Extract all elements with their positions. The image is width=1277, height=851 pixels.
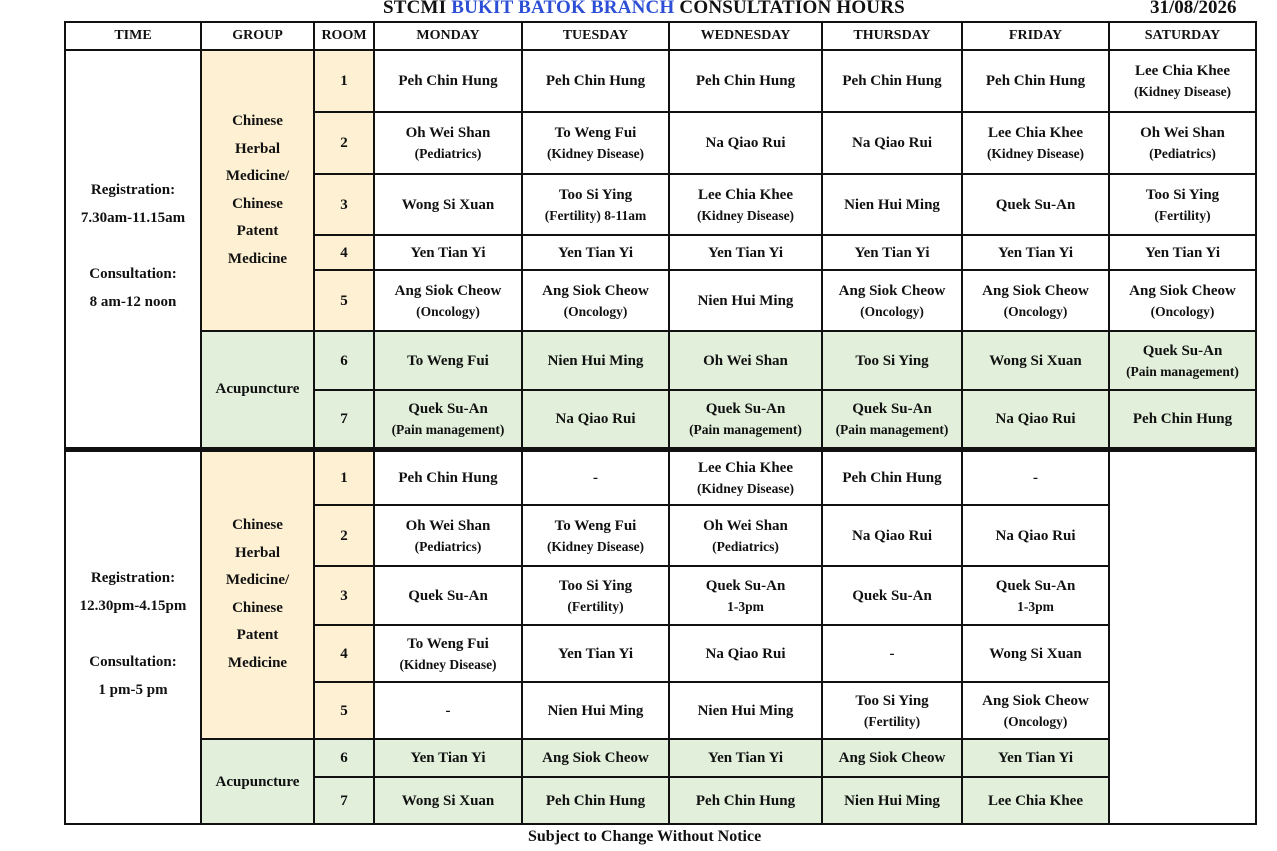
afternoon-herbal-line: Chinese xyxy=(232,517,283,534)
col-header-friday: FRIDAY xyxy=(962,22,1109,50)
doctor-specialty: (Kidney Disease) xyxy=(696,207,795,223)
doctor-specialty: (Oncology) xyxy=(416,303,480,319)
doctor-name: Peh Chin Hung xyxy=(695,73,796,89)
doctor-specialty: (Fertility) xyxy=(863,713,921,729)
doctor-name: Yen Tian Yi xyxy=(557,244,634,261)
morning-time-line: Registration: xyxy=(90,181,176,198)
doctor-name: Wong Si Xuan xyxy=(989,352,1082,369)
afternoon-herbal-line: Medicine xyxy=(227,654,288,671)
doctor-name: Lee Chia Khee xyxy=(1135,63,1230,79)
doctor-name: Ang Siok Cheow xyxy=(838,282,946,299)
morning-cell xyxy=(822,390,962,449)
morning-time-line xyxy=(68,235,198,263)
doctor-name: Oh Wei Shan xyxy=(1140,125,1225,141)
afternoon-cell xyxy=(374,777,522,824)
doctor-name: Na Qiao Rui xyxy=(851,527,932,544)
morning-cell xyxy=(374,174,522,235)
afternoon-herbal-line: Medicine/ xyxy=(225,572,290,589)
afternoon-cell xyxy=(669,449,822,505)
doctor-name: Ang Siok Cheow xyxy=(1129,282,1236,299)
morning-cell xyxy=(522,390,669,449)
morning-cell xyxy=(962,331,1109,390)
morning-cell xyxy=(962,112,1109,174)
doctor-specialty: (Oncology) xyxy=(563,303,628,319)
doctor-name: Nien Hui Ming xyxy=(844,196,940,213)
afternoon-room-6: 6 xyxy=(314,739,374,777)
doctor-name: To Weng Fui xyxy=(554,125,637,141)
doctor-name: Yen Tian Yi xyxy=(997,750,1074,766)
col-header-tuesday: TUESDAY xyxy=(522,22,669,50)
morning-cell xyxy=(669,174,822,235)
morning-herbal-line: Chinese xyxy=(232,113,283,129)
morning-cell xyxy=(374,112,522,174)
doctor-name: Na Qiao Rui xyxy=(851,135,932,151)
afternoon-herbal-line: Chinese xyxy=(232,599,283,616)
morning-herbal-line: Medicine xyxy=(227,250,288,267)
doctor-name: Too Si Ying xyxy=(855,352,929,369)
afternoon-cell xyxy=(962,682,1109,739)
doctor-name: Yen Tian Yi xyxy=(1144,244,1221,261)
afternoon-cell xyxy=(822,739,962,777)
morning-group-herbal xyxy=(201,50,314,331)
col-header-wednesday: WEDNESDAY xyxy=(669,22,822,50)
doctor-specialty: (Pediatrics) xyxy=(712,538,779,554)
afternoon-room-5: 5 xyxy=(314,682,374,739)
doctor-name: Oh Wei Shan xyxy=(703,352,788,369)
morning-time-line: 7.30am-11.15am xyxy=(80,209,186,226)
morning-herbal-line: Herbal xyxy=(235,140,280,157)
doctor-name: Na Qiao Rui xyxy=(995,410,1076,427)
consultation-schedule-table xyxy=(64,21,1257,825)
morning-cell xyxy=(822,174,962,235)
doctor-specialty: 1-3pm xyxy=(1017,598,1054,614)
doctor-name: Quek Su-An xyxy=(705,577,786,594)
title-branch: BUKIT BATOK BRANCH xyxy=(451,0,675,18)
doctor-name: - xyxy=(1033,469,1038,486)
morning-cell xyxy=(962,235,1109,270)
doctor-specialty: (Oncology) xyxy=(1150,303,1215,319)
doctor-name: Lee Chia Khee xyxy=(698,459,793,476)
col-header-group: GROUP xyxy=(201,22,314,50)
morning-room-7: 7 xyxy=(314,390,374,449)
afternoon-cell xyxy=(374,625,522,682)
morning-cell xyxy=(522,235,669,270)
schedule-body xyxy=(65,50,1256,824)
doctor-name: Nien Hui Ming xyxy=(697,702,794,719)
morning-cell xyxy=(822,331,962,390)
header-row xyxy=(65,22,1256,50)
doctor-name: - xyxy=(889,645,895,662)
afternoon-cell xyxy=(374,739,522,777)
doctor-name: Peh Chin Hung xyxy=(695,792,796,809)
morning-cell xyxy=(374,331,522,390)
afternoon-cell xyxy=(374,682,522,739)
afternoon-cell xyxy=(522,566,669,625)
doctor-name: Peh Chin Hung xyxy=(545,792,646,809)
doctor-name: Too Si Ying xyxy=(558,577,633,594)
col-header-thursday: THURSDAY xyxy=(822,22,962,50)
schedule-date: 31/08/2026 xyxy=(1150,0,1237,18)
afternoon-cell xyxy=(822,625,962,682)
afternoon-cell xyxy=(522,682,669,739)
doctor-name: Peh Chin Hung xyxy=(398,469,498,486)
morning-cell xyxy=(962,270,1109,331)
col-header-time: TIME xyxy=(65,22,201,50)
morning-cell xyxy=(669,331,822,390)
title-text xyxy=(383,0,905,19)
doctor-name: Yen Tian Yi xyxy=(707,750,784,766)
doctor-name: Lee Chia Khee xyxy=(988,125,1083,141)
doctor-name: Nien Hui Ming xyxy=(547,702,644,719)
morning-cell xyxy=(374,390,522,449)
afternoon-time-line xyxy=(68,623,198,651)
afternoon-cell xyxy=(522,625,669,682)
morning-cell xyxy=(522,331,669,390)
doctor-name: Too Si Ying xyxy=(855,692,929,709)
afternoon-cell xyxy=(822,566,962,625)
doctor-name: Ang Siok Cheow xyxy=(838,750,946,766)
doctor-name: Quek Su-An xyxy=(705,400,786,417)
morning-herbal-line: Medicine/ xyxy=(225,168,290,184)
morning-cell xyxy=(669,390,822,449)
doctor-specialty: (Kidney Disease) xyxy=(986,146,1085,161)
morning-room-3: 3 xyxy=(314,174,374,235)
morning-room-6: 6 xyxy=(314,331,374,390)
doctor-name: Na Qiao Rui xyxy=(705,135,786,151)
doctor-name: Quek Su-An xyxy=(408,587,488,604)
doctor-name: Yen Tian Yi xyxy=(410,244,486,261)
doctor-name: Yen Tian Yi xyxy=(557,645,634,662)
afternoon-cell xyxy=(669,739,822,777)
morning-cell xyxy=(822,235,962,270)
doctor-name: Peh Chin Hung xyxy=(545,73,646,89)
morning-cell xyxy=(1109,270,1256,331)
afternoon-cell xyxy=(822,777,962,824)
morning-cell xyxy=(374,50,522,112)
afternoon-cell xyxy=(669,682,822,739)
doctor-name: Peh Chin Hung xyxy=(842,469,942,486)
afternoon-room-3: 3 xyxy=(314,566,374,625)
morning-cell xyxy=(522,174,669,235)
doctor-name: Quek Su-An xyxy=(852,587,932,604)
doctor-specialty: (Pediatrics) xyxy=(1149,146,1216,161)
doctor-name: Quek Su-An xyxy=(995,196,1076,213)
afternoon-row-room-6 xyxy=(65,739,1256,777)
doctor-name: Yen Tian Yi xyxy=(997,244,1074,261)
afternoon-cell xyxy=(669,505,822,566)
morning-room-1: 1 xyxy=(314,50,374,112)
afternoon-cell xyxy=(374,449,522,505)
afternoon-cell xyxy=(374,566,522,625)
col-header-saturday: SATURDAY xyxy=(1109,22,1256,50)
doctor-specialty: (Pain management) xyxy=(1126,363,1239,379)
doctor-name: To Weng Fui xyxy=(407,352,489,369)
doctor-name: - xyxy=(593,469,598,486)
footer-text: Subject to Change Without Notice xyxy=(528,828,762,845)
afternoon-herbal-line: Herbal xyxy=(235,544,280,561)
morning-cell xyxy=(1109,50,1256,112)
afternoon-cell xyxy=(962,739,1109,777)
afternoon-cell xyxy=(669,566,822,625)
morning-time-cell xyxy=(65,50,201,449)
afternoon-cell xyxy=(822,449,962,505)
morning-cell xyxy=(669,50,822,112)
doctor-name: Lee Chia Khee xyxy=(988,792,1083,809)
afternoon-time-line: Registration: xyxy=(90,570,176,587)
morning-cell xyxy=(1109,331,1256,390)
doctor-name: Yen Tian Yi xyxy=(410,750,486,766)
doctor-specialty: (Kidney Disease) xyxy=(399,656,497,672)
doctor-name: Ang Siok Cheow xyxy=(982,282,1089,299)
doctor-name: Quek Su-An xyxy=(995,577,1076,594)
col-header-room: ROOM xyxy=(314,22,374,50)
morning-cell xyxy=(522,50,669,112)
doctor-specialty: (Pain management) xyxy=(835,421,949,437)
afternoon-group-herbal xyxy=(201,449,314,739)
title-prefix: STCMI xyxy=(383,0,452,18)
afternoon-time-line: Consultation: xyxy=(89,654,177,671)
doctor-name: Too Si Ying xyxy=(1145,186,1220,203)
morning-cell xyxy=(374,235,522,270)
page-title xyxy=(0,0,1277,19)
doctor-specialty: (Fertility) xyxy=(567,598,624,614)
title-suffix: CONSULTATION HOURS xyxy=(674,0,905,18)
doctor-name: Na Qiao Rui xyxy=(705,645,786,662)
doctor-specialty: (Kidney Disease) xyxy=(546,538,645,554)
doctor-name: Wong Si Xuan xyxy=(989,645,1082,662)
morning-time-line: 8 am-12 noon xyxy=(89,293,177,310)
afternoon-cell xyxy=(962,449,1109,505)
morning-cell xyxy=(522,270,669,331)
afternoon-cell xyxy=(962,777,1109,824)
morning-cell xyxy=(962,50,1109,112)
afternoon-cell xyxy=(522,449,669,505)
doctor-name: Nien Hui Ming xyxy=(844,792,940,809)
morning-time-line: Consultation: xyxy=(89,265,177,282)
morning-cell xyxy=(522,112,669,174)
doctor-specialty: (Fertility) 8-11am xyxy=(544,207,647,223)
doctor-name: Ang Siok Cheow xyxy=(394,282,502,299)
doctor-specialty: (Oncology) xyxy=(860,303,924,319)
doctor-name: Quek Su-An xyxy=(852,400,932,417)
afternoon-herbal-line: Patent xyxy=(236,627,279,644)
morning-cell xyxy=(669,235,822,270)
morning-cell xyxy=(374,270,522,331)
doctor-specialty: (Oncology) xyxy=(1003,303,1068,319)
doctor-specialty: (Kidney Disease) xyxy=(696,480,795,496)
doctor-name: Quek Su-An xyxy=(408,400,488,417)
doctor-name: Peh Chin Hung xyxy=(398,73,498,89)
morning-cell xyxy=(822,112,962,174)
afternoon-cell xyxy=(962,505,1109,566)
doctor-name: Oh Wei Shan xyxy=(703,517,788,534)
afternoon-cell xyxy=(374,505,522,566)
doctor-name: To Weng Fui xyxy=(554,517,637,534)
afternoon-room-2: 2 xyxy=(314,505,374,566)
doctor-specialty: (Kidney Disease) xyxy=(546,146,645,161)
morning-cell xyxy=(822,270,962,331)
afternoon-room-1: 1 xyxy=(314,449,374,505)
doctor-name: Nien Hui Ming xyxy=(697,292,794,309)
morning-row-room-1 xyxy=(65,50,1256,112)
doctor-name: Oh Wei Shan xyxy=(405,125,491,141)
doctor-name: - xyxy=(445,702,451,719)
afternoon-cell xyxy=(669,777,822,824)
doctor-name: Yen Tian Yi xyxy=(854,244,930,261)
doctor-name: Ang Siok Cheow xyxy=(982,692,1089,709)
morning-cell xyxy=(669,270,822,331)
afternoon-cell xyxy=(522,505,669,566)
doctor-name: Ang Siok Cheow xyxy=(542,282,649,299)
morning-room-4: 4 xyxy=(314,235,374,270)
morning-cell xyxy=(1109,174,1256,235)
doctor-name: Na Qiao Rui xyxy=(995,527,1076,544)
morning-herbal-line: Patent xyxy=(236,223,279,239)
afternoon-cell xyxy=(962,566,1109,625)
morning-cell xyxy=(1109,235,1256,270)
morning-room-2: 2 xyxy=(314,112,374,174)
doctor-name: Ang Siok Cheow xyxy=(542,750,649,766)
doctor-name: To Weng Fui xyxy=(407,635,489,652)
afternoon-time-cell xyxy=(65,449,201,824)
morning-cell xyxy=(1109,390,1256,449)
doctor-name: Quek Su-An xyxy=(1142,342,1223,359)
doctor-specialty: (Pediatrics) xyxy=(414,146,482,161)
morning-cell xyxy=(1109,112,1256,174)
morning-room-5: 5 xyxy=(314,270,374,331)
doctor-name: Oh Wei Shan xyxy=(405,517,491,534)
doctor-specialty: 1-3pm xyxy=(727,598,764,614)
doctor-name: Nien Hui Ming xyxy=(547,352,644,369)
afternoon-time-line: 12.30pm-4.15pm xyxy=(79,598,187,615)
afternoon-cell xyxy=(669,625,822,682)
afternoon-group-acupuncture: Acupuncture xyxy=(201,739,314,824)
doctor-name: Yen Tian Yi xyxy=(707,244,784,261)
afternoon-room-7: 7 xyxy=(314,777,374,824)
doctor-name: Peh Chin Hung xyxy=(842,73,942,89)
doctor-name: Too Si Ying xyxy=(558,186,633,203)
afternoon-time-line: 1 pm-5 pm xyxy=(98,682,168,699)
doctor-specialty: (Kidney Disease) xyxy=(1133,84,1232,99)
doctor-name: Peh Chin Hung xyxy=(1132,410,1233,427)
doctor-name: Lee Chia Khee xyxy=(698,186,793,203)
afternoon-cell xyxy=(522,739,669,777)
doctor-specialty: (Pediatrics) xyxy=(414,538,482,554)
doctor-specialty: (Pain management) xyxy=(689,421,802,437)
doctor-name: Na Qiao Rui xyxy=(555,410,636,427)
col-header-monday: MONDAY xyxy=(374,22,522,50)
doctor-specialty: (Pain management) xyxy=(391,421,505,437)
afternoon-cell xyxy=(822,682,962,739)
morning-cell xyxy=(669,112,822,174)
morning-cell xyxy=(822,50,962,112)
afternoon-cell xyxy=(822,505,962,566)
morning-cell xyxy=(962,390,1109,449)
afternoon-cell xyxy=(962,625,1109,682)
morning-cell xyxy=(962,174,1109,235)
morning-row-room-6 xyxy=(65,331,1256,390)
doctor-name: Wong Si Xuan xyxy=(401,792,495,809)
afternoon-row-room-1 xyxy=(65,449,1256,505)
afternoon-saturday-closed xyxy=(1109,449,1256,824)
doctor-name: Wong Si Xuan xyxy=(401,196,495,213)
doctor-specialty: (Oncology) xyxy=(1003,713,1068,729)
morning-herbal-line: Chinese xyxy=(232,195,283,212)
afternoon-cell xyxy=(522,777,669,824)
doctor-specialty: (Fertility) xyxy=(1154,207,1211,223)
morning-group-acupuncture: Acupuncture xyxy=(201,331,314,449)
doctor-name: Peh Chin Hung xyxy=(985,73,1086,89)
afternoon-room-4: 4 xyxy=(314,625,374,682)
